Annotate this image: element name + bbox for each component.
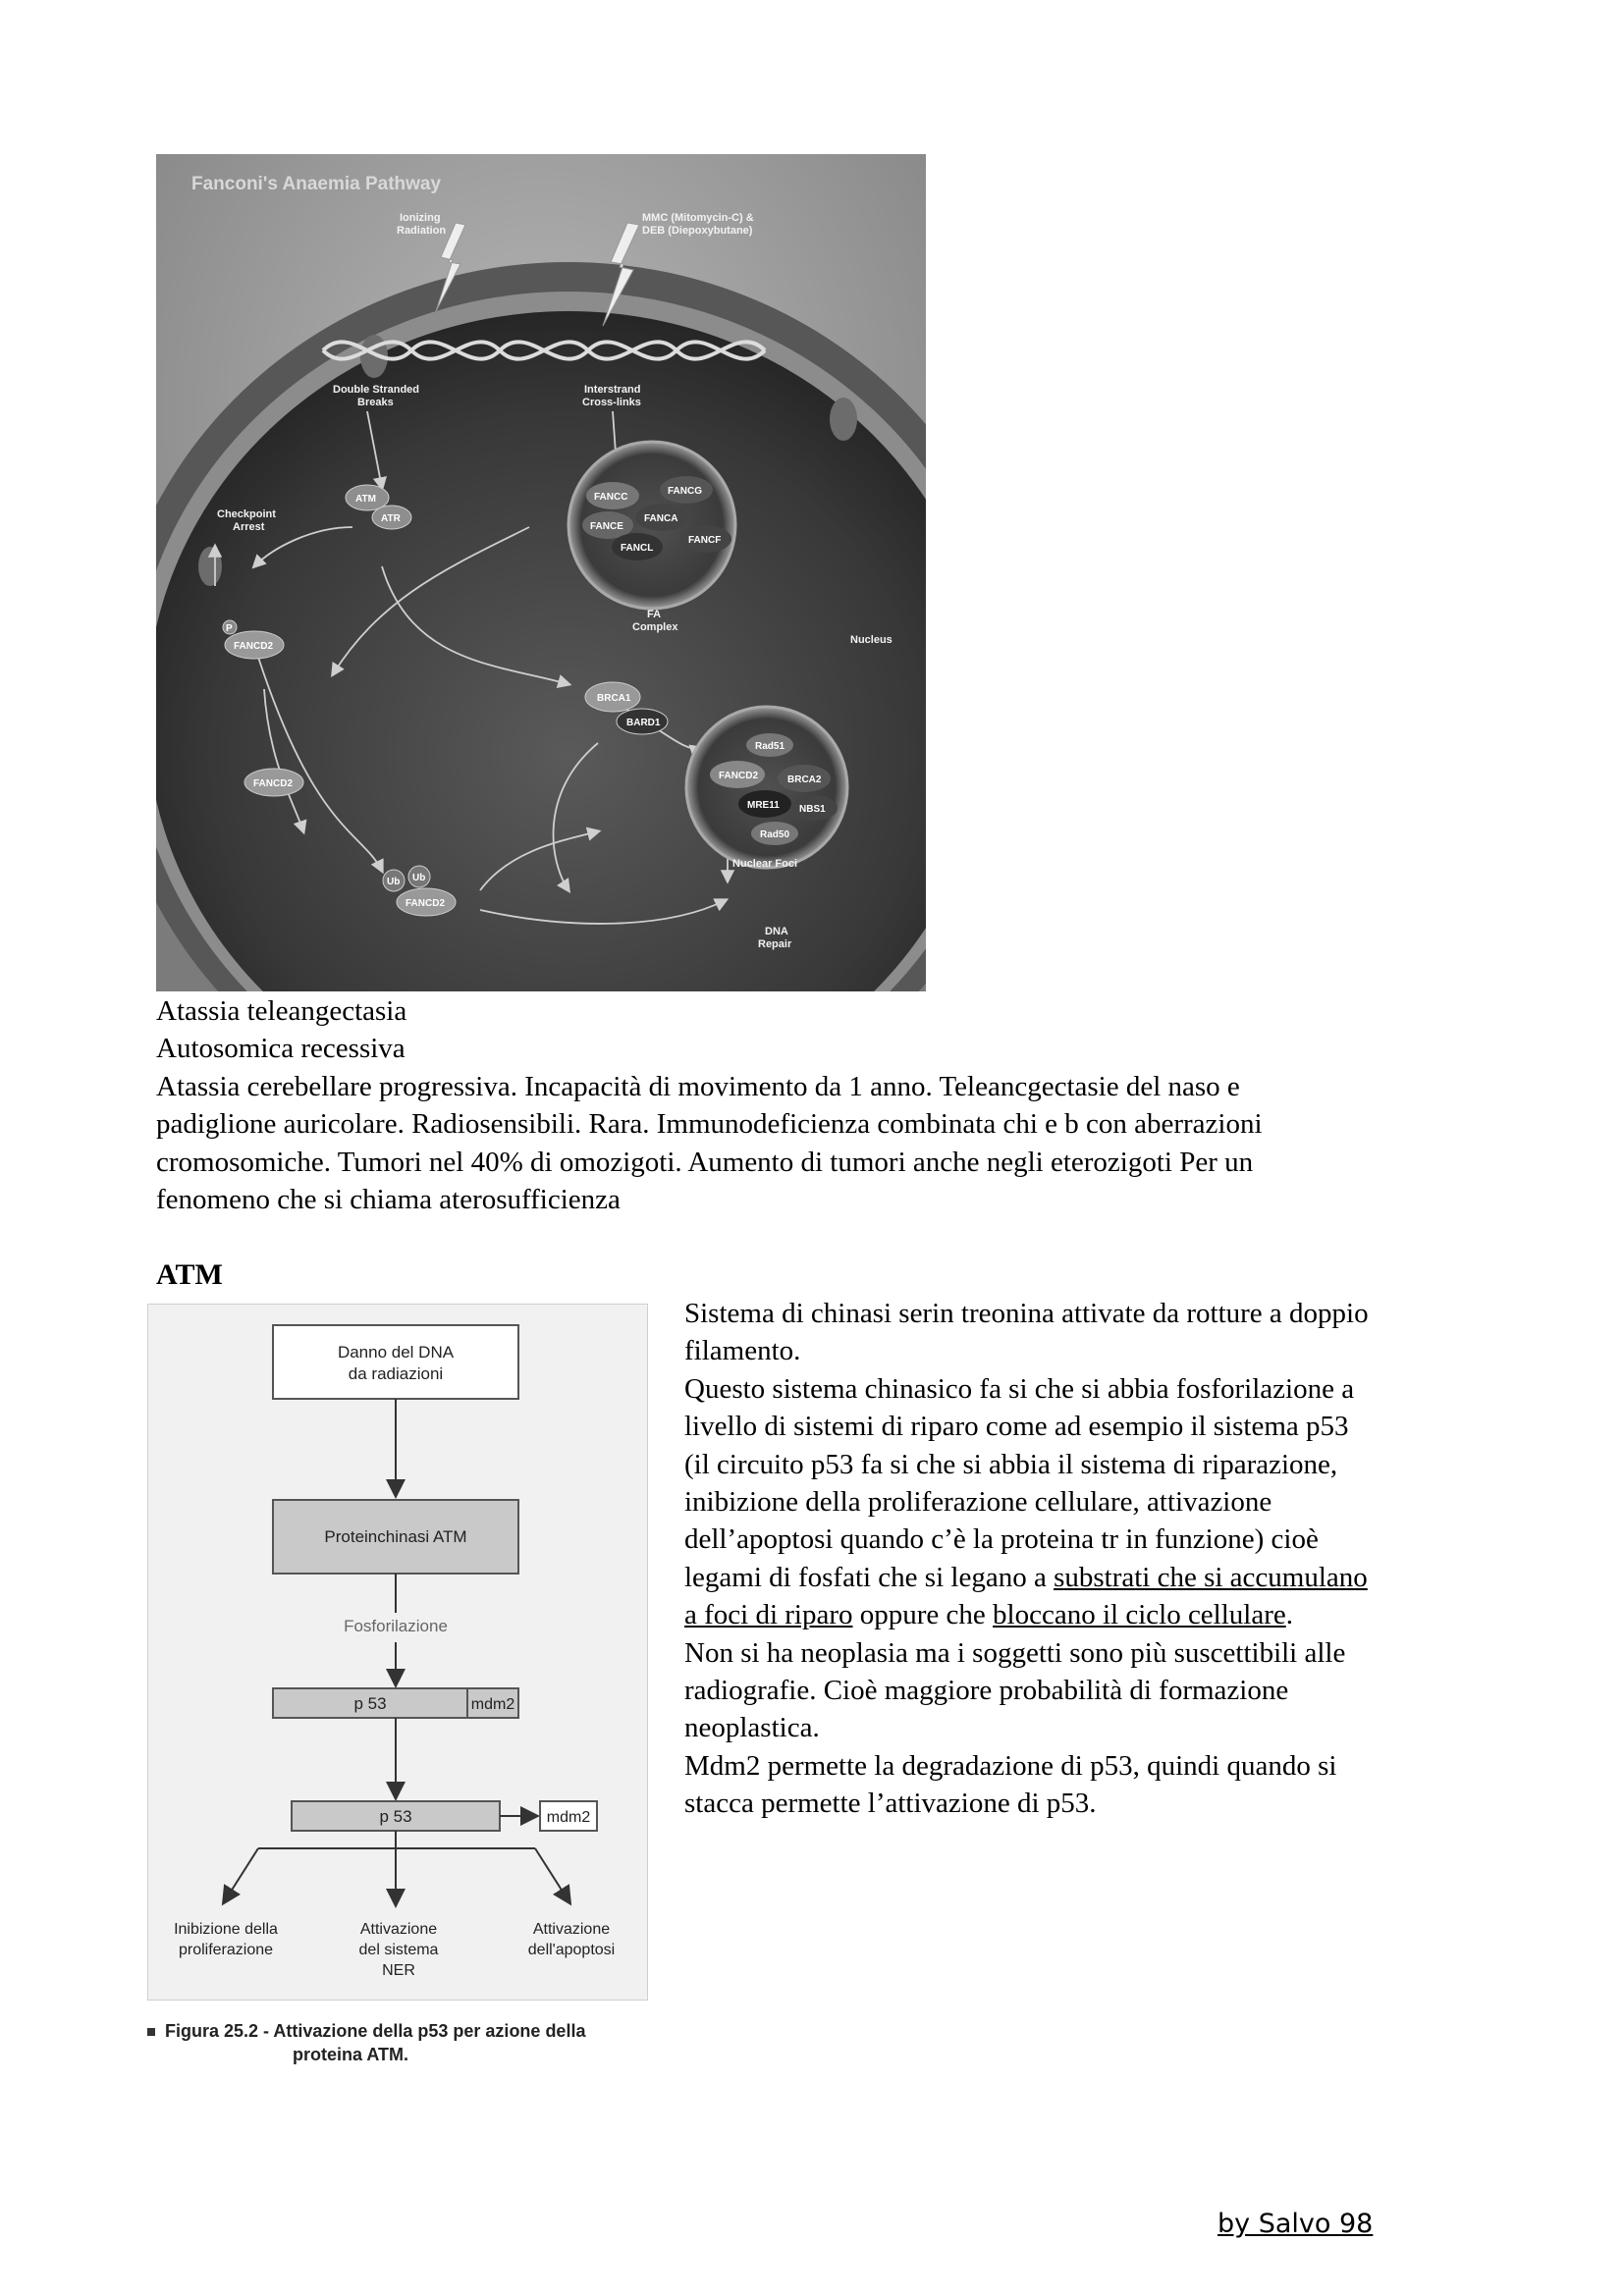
- text-line: livello di sistemi di riparo come ad esempio il sistema p53: [684, 1411, 1349, 1443]
- text-line: dell’apoptosi quando c’è la proteina tr in funzione) cioè: [684, 1523, 1319, 1556]
- flow-p53-bottom-label: p 53: [379, 1807, 412, 1826]
- flow-box-atm-kinase-label: Proteinchinasi ATM: [324, 1527, 467, 1546]
- protein-atm-label: ATM: [355, 494, 376, 505]
- atm-description: [684, 1295, 1548, 1823]
- protein-nbs1: NBS1: [799, 804, 826, 815]
- atm-flow-figure: [147, 1304, 648, 2001]
- protein-brca2: BRCA2: [787, 774, 822, 785]
- label-mmc: MMC (Mitomycin-C) &: [642, 212, 754, 224]
- flow-box-dna-damage: [273, 1325, 518, 1399]
- text-line: padiglione auricolare. Radiosensibili. Rara. Immunodeficienza combinata chi e b con aberrazioni: [156, 1108, 1263, 1140]
- text-line: Atassia teleangectasia: [156, 995, 407, 1027]
- label-dna: DNA: [765, 926, 788, 937]
- caption-bullet: [147, 2028, 155, 2036]
- label-deb: DEB (Diepoxybutane): [642, 225, 753, 237]
- flow-phosphorylation-label: Fosforilazione: [344, 1617, 448, 1635]
- figure-caption: [147, 2019, 658, 2066]
- label-fa: FA: [647, 609, 662, 620]
- section-heading-atm: ATM: [156, 1258, 223, 1291]
- flow-box-dna-damage-line2: da radiazioni: [348, 1364, 444, 1383]
- fanconi-pathway-figure: [156, 154, 926, 991]
- text-line: stacca permette l’attivazione di p53.: [684, 1788, 1097, 1820]
- text-line: (il circuito p53 fa si che si abbia il sistema di riparazione,: [684, 1448, 1338, 1480]
- label-double-stranded: Double Stranded: [333, 384, 420, 396]
- outcome-inhibition-line1: Inibizione della: [174, 1921, 278, 1938]
- underlined-text: a foci di riparo: [684, 1599, 853, 1631]
- label-arrest: Arrest: [233, 521, 265, 533]
- text-line: Mdm2 permette la degradazione di p53, quindi quando si: [684, 1749, 1337, 1782]
- flow-p53-top-label: p 53: [353, 1694, 387, 1713]
- protein-rad51: Rad51: [755, 741, 785, 752]
- protein-fance: FANCE: [590, 521, 623, 532]
- phosphate-label: P: [226, 623, 233, 634]
- text-line: fenomeno che si chiama aterosufficienza: [156, 1184, 621, 1215]
- text-line: Non si ha neoplasia ma i soggetti sono più suscettibili alle: [684, 1636, 1346, 1669]
- flow-box-dna-damage-line1: Danno del DNA: [337, 1343, 455, 1362]
- label-breaks: Breaks: [357, 397, 394, 408]
- protein-fancc: FANCC: [594, 492, 628, 503]
- text-line: Questo sistema chinasico fa si che si abbia fosforilazione a: [684, 1372, 1355, 1405]
- flow-mdm2-bottom-label: mdm2: [546, 1809, 591, 1826]
- outcome-apoptosis-line1: Attivazione: [532, 1921, 611, 1938]
- text-span: oppure che: [852, 1599, 994, 1631]
- outcome-ner-line3: NER: [382, 1962, 415, 1979]
- label-complex: Complex: [632, 621, 678, 633]
- text-line: inibizione della proliferazione cellulare, attivazione: [684, 1486, 1272, 1519]
- text-line: cromosomiche. Tumori nel 40% di omozigoti. Aumento di tumori anche negli eterozigoti Per un: [156, 1147, 1254, 1178]
- label-cross-links: Cross-links: [582, 397, 641, 408]
- label-radiation: Radiation: [397, 225, 447, 237]
- protein-fancf: FANCF: [688, 535, 722, 546]
- protein-fancd2-p-label: FANCD2: [234, 641, 274, 652]
- underlined-text: substrati che si accumulano: [1054, 1561, 1368, 1593]
- figure-title: Fanconi's Anaemia Pathway: [191, 174, 442, 194]
- protein-atr-label: ATR: [381, 513, 401, 524]
- protein-fancl: FANCL: [621, 543, 654, 554]
- ubiquitin-2-label: Ub: [412, 873, 426, 883]
- label-ionizing: Ionizing: [400, 212, 441, 224]
- label-repair: Repair: [758, 938, 792, 950]
- outcome-ner-line1: Attivazione: [359, 1921, 438, 1938]
- protein-fancd2-free-label: FANCD2: [253, 778, 294, 789]
- outcome-apoptosis-line2: dell'apoptosi: [527, 1942, 616, 1958]
- text-line: [684, 1596, 1548, 1633]
- label-checkpoint: Checkpoint: [217, 508, 276, 520]
- protein-brca1-label: BRCA1: [597, 693, 631, 704]
- caption-line1: Figura 25.2 - Attivazione della p53 per azione della: [165, 2021, 586, 2041]
- text-line: filamento.: [684, 1335, 801, 1367]
- text-line: Atassia cerebellare progressiva. Incapacità di movimento da 1 anno. Teleancgectasie del naso e: [156, 1071, 1240, 1102]
- protein-fancd2-ub-label: FANCD2: [406, 898, 446, 909]
- text-span: .: [1285, 1599, 1294, 1631]
- caption-line2: proteina ATM.: [293, 2045, 408, 2064]
- text-line: neoplastica.: [684, 1712, 820, 1744]
- label-nucleus: Nucleus: [850, 634, 893, 646]
- protein-fanca: FANCA: [644, 513, 678, 524]
- outcome-inhibition-line2: proliferazione: [178, 1942, 274, 1958]
- text-span: legami di fosfati che si legano a: [684, 1561, 1055, 1593]
- label-interstrand: Interstrand: [584, 384, 641, 396]
- protein-mre11: MRE11: [747, 800, 780, 811]
- flow-mdm2-top-label: mdm2: [470, 1696, 515, 1713]
- figure-frame: [147, 1304, 648, 2001]
- text-line: radiografie. Cioè maggiore probabilità di formazione: [684, 1675, 1289, 1707]
- text-line: Sistema di chinasi serin treonina attivate da rotture a doppio: [684, 1298, 1369, 1329]
- underlined-text: bloccano il ciclo cellulare: [993, 1599, 1286, 1631]
- ubiquitin-1-label: Ub: [387, 877, 401, 887]
- protein-rad50: Rad50: [760, 829, 790, 840]
- footer-signature: by Salvo 98: [1217, 2209, 1374, 2239]
- outcome-ner-line2: del sistema: [358, 1942, 439, 1958]
- protein-bard1-label: BARD1: [626, 718, 661, 728]
- text-line: Autosomica recessiva: [156, 1033, 406, 1064]
- text-line: [684, 1559, 1548, 1596]
- protein-fancd2-foci: FANCD2: [719, 771, 759, 781]
- label-nuclear-foci: Nuclear Foci: [732, 858, 798, 870]
- protein-fancg: FANCG: [668, 486, 702, 497]
